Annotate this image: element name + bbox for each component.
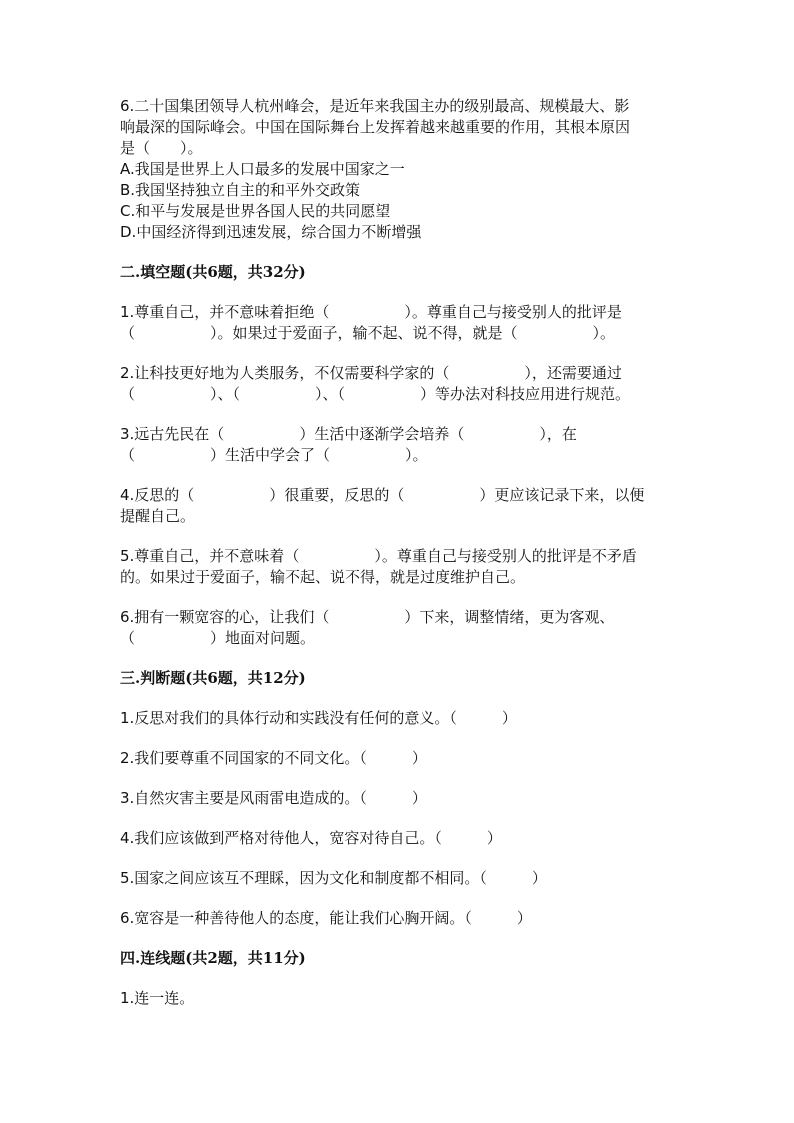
option-c: C.和平与发展是世界各国人民的共同愿望 [120, 202, 391, 220]
question-line: （ ）、（ ）、（ ）等办法对科技应用进行规范。 [120, 385, 631, 403]
true-false-question-5 [120, 868, 680, 889]
question-line: 2.我们要尊重不同国家的不同文化。（ ） [120, 749, 427, 767]
question-line: 2.让科技更好地为人类服务，不仅需要科学家的（ ），还需要通过 [120, 364, 622, 382]
question-line: 4.反思的（ ）很重要，反思的（ ）更应该记录下来，以便 [120, 486, 645, 504]
question-stem-line: 是（ ）。 [120, 139, 203, 157]
question-line: 1.反思对我们的具体行动和实践没有任何的意义。（ ） [120, 709, 517, 727]
option-b: B.我国坚持独立自主的和平外交政策 [120, 181, 361, 199]
option-d: D.中国经济得到迅速发展，综合国力不断增强 [120, 223, 422, 241]
fill-blank-question-2 [120, 363, 680, 405]
question-line: 提醒自己。 [120, 507, 196, 525]
question-line: 5.国家之间应该互不理睬，因为文化和制度都不相同。（ ） [120, 869, 547, 887]
question-line: 1.尊重自己，并不意味着拒绝（ ）。尊重自己与接受别人的批评是 [120, 303, 622, 321]
question-line: 6.宽容是一种善待他人的态度，能让我们心胸开阔。（ ） [120, 909, 532, 927]
fill-blank-question-5 [120, 546, 680, 588]
exam-page [120, 96, 680, 1028]
true-false-question-3 [120, 788, 680, 809]
question-line: （ ）生活中学会了（ ）。 [120, 446, 428, 464]
fill-blank-question-1 [120, 302, 680, 344]
true-false-question-2 [120, 748, 680, 769]
question-line: 3.远古先民在（ ）生活中逐渐学会培养（ ），在 [120, 425, 577, 443]
fill-blank-question-6 [120, 607, 680, 649]
question-line: 5.尊重自己，并不意味着（ ）。尊重自己与接受别人的批评是不矛盾 [120, 547, 637, 565]
question-line: 1.连一连。 [120, 989, 195, 1007]
question-stem-line: 6.二十国集团领导人杭州峰会，是近年来我国主办的级别最高、规模最大、影 [120, 97, 630, 115]
section-heading-matching: 四.连线题(共2题，共11分) [120, 949, 306, 967]
true-false-question-1 [120, 708, 680, 729]
true-false-question-4 [120, 828, 680, 849]
question-line: 4.我们应该做到严格对待他人，宽容对待自己。（ ） [120, 829, 502, 847]
true-false-question-6 [120, 908, 680, 929]
question-line: 6.拥有一颗宽容的心，让我们（ ）下来，调整情绪，更为客观、 [120, 608, 615, 626]
question-stem-line: 响最深的国际峰会。中国在国际舞台上发挥着越来越重要的作用，其根本原因 [120, 118, 631, 136]
question-line: 3.自然灾害主要是风雨雷电造成的。（ ） [120, 789, 427, 807]
multiple-choice-question-6 [120, 96, 680, 243]
question-line: 的。如果过于爱面子，输不起、说不得，就是过度维护自己。 [120, 568, 526, 586]
fill-blank-question-3 [120, 424, 680, 466]
question-line: （ ）。如果过于爱面子，输不起、说不得，就是（ ）。 [120, 324, 616, 342]
option-a: A.我国是世界上人口最多的发展中国家之一 [120, 160, 405, 178]
matching-question-1 [120, 988, 680, 1009]
fill-blank-question-4 [120, 485, 680, 527]
section-heading-fill-blank: 二.填空题(共6题，共32分) [120, 263, 306, 281]
section-heading-true-false: 三.判断题(共6题，共12分) [120, 669, 306, 687]
question-line: （ ）地面对问题。 [120, 629, 316, 647]
